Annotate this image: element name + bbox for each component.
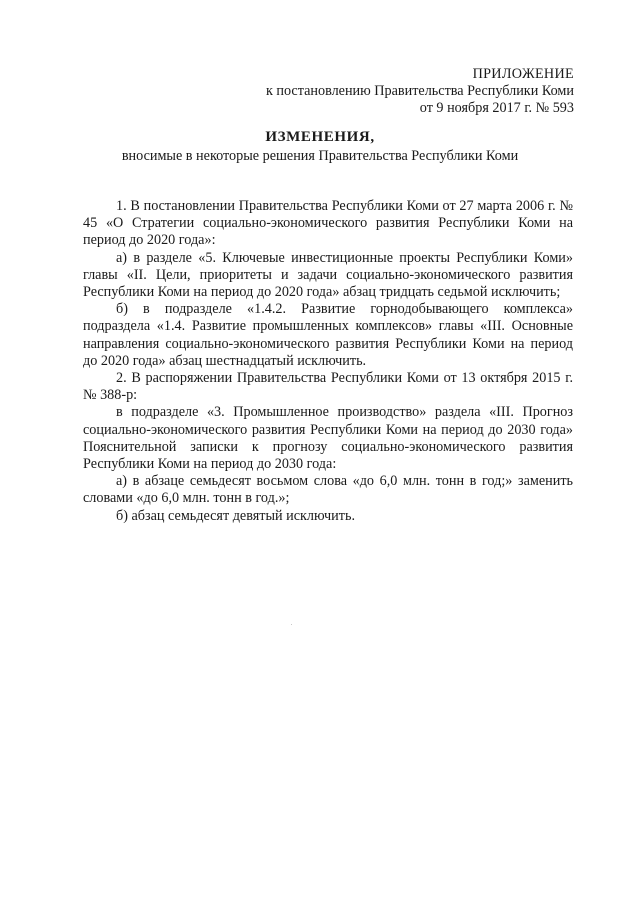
paragraph-2b: б) абзац семьдесят девятый исключить. [116, 507, 355, 524]
appendix-date-number-line: от 9 ноября 2017 г. № 593 [419, 100, 574, 116]
paragraph-1a: а) в разделе «5. Ключевые инвестиционные проекты Республики Коми» главы «II. Цели, приоритеты и задачи социально-экономического развития Республики Коми на период до 2020 года» абзац тридцать седьмой исключить; [83, 249, 573, 301]
appendix-title: ПРИЛОЖЕНИЕ [472, 66, 574, 82]
paragraph-2: 2. В распоряжении Правительства Республики Коми от 13 октября 2015 г. № 388-р: [83, 370, 573, 404]
paragraph-1: 1. В постановлении Правительства Республики Коми от 27 марта 2006 г. № 45 «О Стратегии социально-экономического развития Республики Коми на период до 2020 года»: [83, 198, 573, 249]
appendix-header [266, 66, 574, 117]
paragraph-1b: б) в подразделе «1.4.2. Развитие горнодобывающего комплекса» подраздела «1.4. Развитие промышленных комплексов» главы «III. Основные направления социально-экономического развития Республики Коми на период до 2020 года» абзац шестнадцатый исключить. [83, 301, 573, 369]
scan-speck [291, 624, 292, 625]
heading-subtitle: вносимые в некоторые решения Правительства Республики Коми [121, 148, 519, 164]
paragraph-2a: а) в абзаце семьдесят восьмом слова «до 6,0 млн. тонн в год;» заменить словами «до 6,0 млн. тонн в год.»; [83, 473, 573, 507]
heading-title: ИЗМЕНЕНИЯ, [265, 129, 375, 145]
paragraph-2-intro: в подразделе «3. Промышленное производство» раздела «III. Прогноз социально-экономического развития Республики Коми на период до 2030 года» Пояснительной записки к прогнозу социально-экономического развития Республики Коми на период до 2030 года: [83, 404, 573, 473]
document-heading [0, 128, 640, 165]
document-body [83, 198, 573, 525]
appendix-resolution-line: к постановлению Правительства Республики Коми [265, 83, 574, 99]
